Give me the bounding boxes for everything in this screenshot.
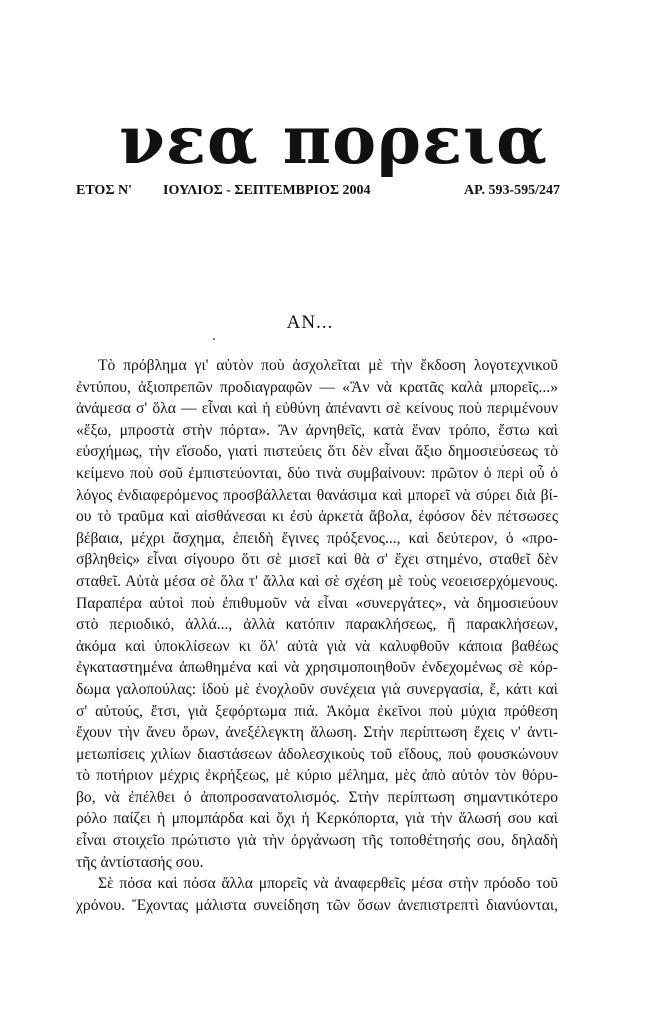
issue-year-label: ΕΤΟΣ Ν' [76, 183, 132, 198]
masthead-title: νεα πορεια [119, 101, 548, 179]
text-line: τῆς ἀντίστασής σου. [76, 853, 204, 871]
text-line: ἀνάμεσα σ' ὅλα — εἶναι καὶ ἡ εὐθύνη ἀπέναντι σὲ κείνους ποὺ περιμένουν [76, 400, 558, 418]
text-line: ἔχουν τὴν ἄνευ ὅρων, ἀνεξέλεγκτη ἅλωση. Στὴν περίπτωση ἔχεις ν' ἀντι- [76, 724, 558, 742]
text-line: λόγος ἐνδιαφερόμενος προσβάλλεται θανάσιμα καὶ μπορεῖ νὰ σύρει διὰ βί- [76, 486, 558, 504]
text-line: βέβαια, μέχρι ἄσχημα, ἐπειδὴ ἔγινες πρόξενος..., καὶ δεύτερον, ὁ «προ- [76, 529, 558, 547]
text-line: εἶναι στοιχεῖο πρώτιστο γιὰ τὴν ὀργάνωση τῆς τοποθέτησής σου, δηλαδὴ [76, 832, 558, 850]
text-line: σβληθεὶς» εἶναι σίγουρο ὅτι σὲ μισεῖ καὶ θὰ σ' ἔχει στημένο, σταθεῖ δὲν [76, 551, 558, 569]
text-line: «ἔξω, μπροστὰ στὴν πόρτα». Ἂν ἀρνηθεῖς, κατὰ ἕναν τρόπο, ἔστω καὶ [76, 421, 558, 439]
article-title: ΑΝ... [286, 312, 334, 333]
text-line: τὸ ποτήριον μέχρις ἐκρήξεως, μὲ κύριο μέλημα, μὲς ἀπὸ αὐτὸν τὸν θόρυ- [76, 767, 558, 785]
text-line: Σὲ πόσα καὶ πόσα ἄλλα μπορεῖς νὰ ἀναφερθεῖς μέσα στὴν πρόοδο τοῦ [98, 875, 558, 893]
article-body [76, 355, 558, 916]
text-line: ου τὸ τραῦμα καὶ αἰσθάνεσαι κι ἐσὺ ἀρκετὰ ἄβολα, ἐφόσον δὲν πέτσωσες [76, 508, 558, 526]
text-line: κείμενο ποὺ σοῦ ἐμπιστεύονται, δύο τινὰ συμβαίνουν: πρῶτον ὁ περὶ οὗ ὁ [76, 464, 558, 482]
text-line: ἐγκαταστημένα ἀπωθημένα καὶ νὰ χρησιμοποιηθοῦν ἐνδεχομένως σὲ κόρ- [76, 659, 558, 677]
text-line: ρόλο παίζει ἡ μπομπάρδα καὶ ὄχι ἡ Κερκόπορτα, γιὰ τὴν ἅλωσή σου καὶ [76, 810, 558, 828]
text-line: ἐντύπου, ἀξιοπρεπῶν προδιαγραφῶν — «Ἂν νὰ κρατᾶς καλὰ μπορεῖς...» [76, 378, 558, 396]
text-line: σ' αὐτούς, ἔτσι, γιὰ ξεφόρτωμα πιά. Ἀκόμα ἐκεῖνοι ποὺ μύχια πρόθεση [76, 702, 558, 720]
print-speck [213, 338, 215, 340]
text-line: ἀκόμα καὶ ὑποκλίσεων κι ὅλ' αὐτὰ γιὰ νὰ καλυφθοῦν κάποια βαθέως [76, 637, 558, 655]
text-line: μετωπίσεις χιλίων διαστάσεων ἀδολεσχικοὺς τοῦ εἴδους, ποὺ φουσκώνουν [76, 745, 558, 763]
issue-number: ΑΡ. 593-595/247 [464, 183, 560, 198]
text-line: βο, νὰ ἐπέλθει ὁ ἀποπροσανατολισμός. Στὴν περίπτωση σημαντικότερο [76, 788, 558, 806]
article-paragraph-1 [76, 355, 558, 873]
text-line: χρόνου. Ἔχοντας μάλιστα συνείδηση τῶν ὅσων ἀνεπιστρεπτὶ διανύονται, [76, 896, 558, 914]
text-line: σταθεῖ. Αὐτὰ μέσα σὲ ὅλα τ' ἄλλα καὶ σὲ σχέση μὲ τοὺς νεοεισερχόμενους. [76, 572, 558, 590]
text-line: εὐσχήμως, τὴν εἴσοδο, γιατὶ πιστεύεις ὅτι δὲν εἶναι ἄξιο δημοσιεύσεως τὸ [76, 443, 558, 461]
text-line: Παραπέρα αὐτοὶ ποὺ ἐπιθυμοῦν νὰ εἶναι «συνεργάτες», νὰ δημοσιεύουν [76, 594, 558, 612]
text-line: στὸ περιοδικό, ἀλλά..., ἀλλὰ κατόπιν παρακλήσεως, ἢ παρακλήσεων, [76, 616, 558, 634]
issue-months: ΙΟΥΛΙΟΣ - ΣΕΠΤΕΜΒΡΙΟΣ 2004 [163, 183, 371, 198]
text-line: Τὸ πρόβλημα γι' αὐτὸν ποὺ ἀσχολεῖται μὲ τὴν ἔκδοση λογοτεχνικοῦ [98, 357, 558, 374]
text-line: δωμα γαλοπούλας: ἰδοὺ μὲ ἐνοχλοῦν συνέχεια γιὰ συνεργασία, ἔ, κάτι καὶ [76, 680, 558, 698]
article-paragraph-2 [76, 873, 558, 916]
issue-line [76, 183, 560, 203]
